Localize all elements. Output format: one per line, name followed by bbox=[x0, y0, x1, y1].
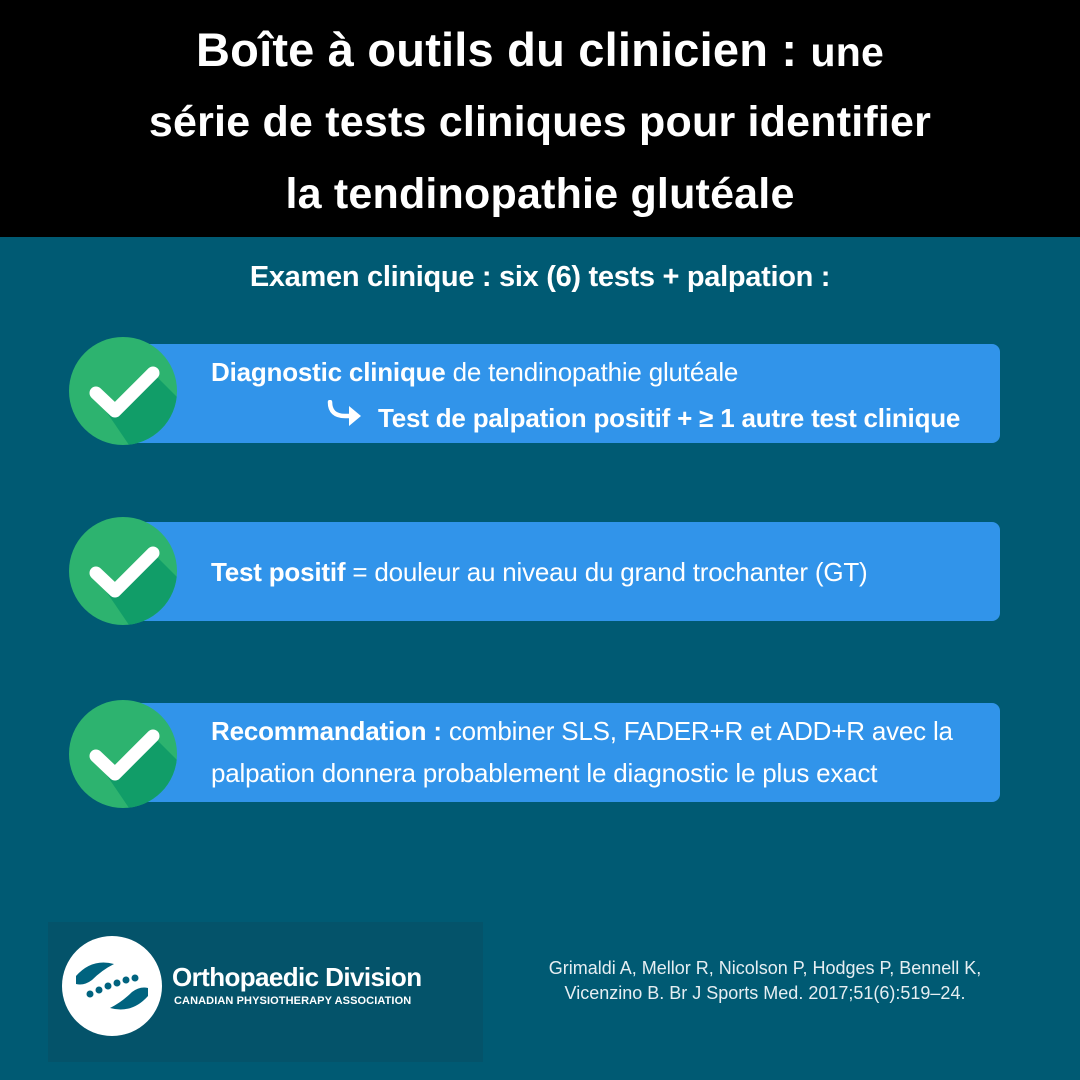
check-circle-icon bbox=[69, 337, 177, 445]
card-test-positif-rest: = douleur au niveau du grand trochanter (GT) bbox=[345, 557, 868, 587]
card-recommandation bbox=[130, 703, 1000, 802]
orthopaedic-division-logo-icon bbox=[62, 936, 162, 1036]
card-diagnostic bbox=[130, 344, 1000, 443]
card-recommandation-line1 bbox=[211, 716, 953, 747]
card-test-positif-bold: Test positif bbox=[211, 557, 346, 587]
curved-arrow-right-icon bbox=[327, 400, 365, 430]
card-test-positif bbox=[130, 522, 1000, 621]
card-test-positif-line1 bbox=[211, 557, 868, 588]
logo-name: Orthopaedic Division bbox=[172, 962, 422, 992]
check-circle-icon bbox=[69, 517, 177, 625]
title-line-2: série de tests cliniques pour identifier bbox=[148, 98, 932, 146]
title-line-1-main: Boîte à outils du clinicien : bbox=[196, 23, 811, 76]
card-diagnostic-bold: Diagnostic clinique bbox=[211, 357, 446, 387]
reference-citation bbox=[530, 956, 1000, 1006]
header-banner bbox=[0, 0, 1080, 237]
card-diagnostic-line1 bbox=[211, 357, 738, 388]
title-line-3: la tendinopathie glutéale bbox=[285, 170, 795, 218]
card-diagnostic-line2: Test de palpation positif + ≥ 1 autre test clinique bbox=[378, 403, 961, 433]
card-recommandation-line2: palpation donnera probablement le diagnostic le plus exact bbox=[211, 758, 878, 788]
check-circle-icon bbox=[69, 700, 177, 808]
card-diagnostic-rest: de tendinopathie glutéale bbox=[445, 357, 739, 387]
title-line-1 bbox=[0, 22, 1080, 77]
subtitle: Examen clinique : six (6) tests + palpation : bbox=[249, 261, 831, 293]
logo-subtitle: CANADIAN PHYSIOTHERAPY ASSOCIATION bbox=[174, 995, 412, 1007]
card-recommandation-rest: combiner SLS, FADER+R et ADD+R avec la bbox=[448, 716, 953, 746]
card-recommandation-bold: Recommandation : bbox=[211, 716, 449, 746]
reference-line-2: Vicenzino B. Br J Sports Med. 2017;51(6):519–24. bbox=[564, 983, 966, 1003]
title-line-1-small: une bbox=[810, 29, 884, 75]
reference-line-1: Grimaldi A, Mellor R, Nicolson P, Hodges P, Bennell K, bbox=[548, 958, 982, 978]
